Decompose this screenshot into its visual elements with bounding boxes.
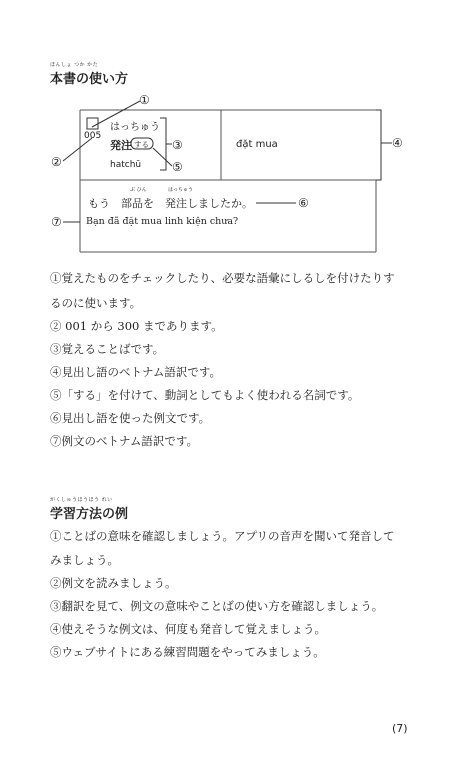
study-item-4: ④使えそうな例文は、何度も発音して覚えましょう。 [50,622,326,636]
entry-romaji: hatchū [110,160,142,170]
suru-badge: する [134,140,149,149]
study-item-2: ②例文を読みましょう。 [50,576,177,590]
usage-note-1: ①覚えたものをチェックしたり、必要な語彙にしるしを付けたりす [50,271,395,285]
usage-note-3: ③覚えることばです。 [50,342,165,356]
example-sentence: もう 部品を 発注しましたか。 [88,197,253,210]
usage-heading: 本書の使い方 [50,72,129,87]
entry-figure [0,0,465,260]
entry-number: 005 [84,131,102,141]
usage-heading-ruby: ほんしょ つか かた [50,62,99,68]
study-item-1: ①ことばの意味を確認しましょう。アプリの音声を聞いて発音して [50,529,395,543]
usage-note-7: ⑦例文のベトナム語訳です。 [50,434,199,448]
entry-headword: 発注 [110,139,132,152]
study-item-3: ③翻訳を見て、例文の意味やことばの使い方を確認しましょう。 [50,599,384,613]
callout-3: ③ [172,138,183,152]
callout-6: ⑥ [298,196,309,210]
callout-1: ① [139,93,150,107]
entry-reading: はっちゅう [110,122,160,133]
callout-5: ⑤ [172,160,183,174]
callout-2: ② [51,155,62,169]
callout-7: ⑦ [51,215,62,229]
example-ruby-buhin: ぶ ひん [130,187,147,193]
usage-note-5: ⑤「する」を付けて、動詞としてもよく使われる名詞です。 [50,388,360,402]
callout-4: ④ [392,136,403,150]
vietnamese-meaning: đặt mua [236,139,278,150]
example-translation: Bạn đã đặt mua linh kiện chưa? [86,216,239,227]
study-item-5: ⑤ウェブサイトにある練習問題をやってみましょう。 [50,645,325,659]
example-ruby-hatchu: はっちゅう [168,187,194,193]
study-item-1-cont: みましょう。 [50,553,119,567]
usage-note-2: ② 001 から 300 まであります。 [50,319,223,333]
usage-note-4: ④見出し語のベトナム語訳です。 [50,365,222,379]
page-number: (7) [392,722,408,735]
study-heading: 学習方法の例 [50,507,129,522]
usage-note-1-cont: るのに使います。 [50,296,142,310]
usage-note-6: ⑥見出し語を使った例文です。 [50,411,211,425]
study-heading-ruby: がくしゅうほうほう れい [50,497,113,503]
